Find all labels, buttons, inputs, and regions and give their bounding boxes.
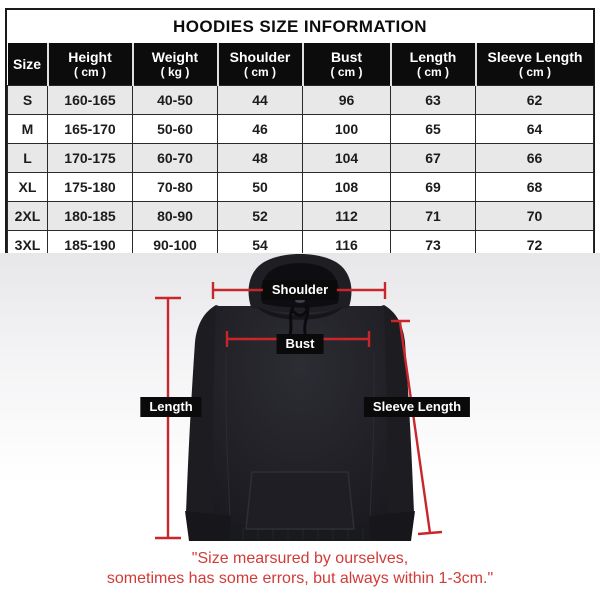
- value-cell: 96: [303, 85, 391, 114]
- size-table-grid: [7, 43, 594, 260]
- shoulder-label: Shoulder: [263, 280, 337, 300]
- value-cell: 54: [218, 230, 303, 259]
- value-cell: 46: [218, 114, 303, 143]
- value-cell: 116: [303, 230, 391, 259]
- value-cell: 60-70: [133, 143, 218, 172]
- size-cell: L: [8, 143, 48, 172]
- value-cell: 70: [476, 201, 594, 230]
- header-row: [8, 43, 594, 85]
- sleeve-length-label: Sleeve Length: [364, 397, 470, 417]
- column-unit: ( cm ): [416, 65, 449, 80]
- value-cell: 70-80: [133, 172, 218, 201]
- column-header-shoulder: [218, 43, 303, 85]
- size-cell: XL: [8, 172, 48, 201]
- value-cell: 69: [391, 172, 476, 201]
- value-cell: 52: [218, 201, 303, 230]
- column-header-size: [8, 43, 48, 85]
- table-title: HOODIES SIZE INFORMATION: [7, 10, 593, 43]
- value-cell: 63: [391, 85, 476, 114]
- value-cell: 165-170: [48, 114, 133, 143]
- value-cell: 170-175: [48, 143, 133, 172]
- column-unit: ( cm ): [518, 65, 551, 80]
- value-cell: 68: [476, 172, 594, 201]
- value-cell: 44: [218, 85, 303, 114]
- size-note: [0, 549, 600, 589]
- value-cell: 80-90: [133, 201, 218, 230]
- value-cell: 64: [476, 114, 594, 143]
- value-cell: 185-190: [48, 230, 133, 259]
- column-label: Bust: [330, 49, 363, 65]
- column-label: Length: [409, 49, 457, 65]
- size-cell: M: [8, 114, 48, 143]
- value-cell: 50: [218, 172, 303, 201]
- value-cell: 160-165: [48, 85, 133, 114]
- table-row: [8, 114, 594, 143]
- value-cell: 71: [391, 201, 476, 230]
- value-cell: 108: [303, 172, 391, 201]
- value-cell: 50-60: [133, 114, 218, 143]
- size-cell: 3XL: [8, 230, 48, 259]
- table-row: [8, 143, 594, 172]
- value-cell: 180-185: [48, 201, 133, 230]
- length-label: Length: [140, 397, 201, 417]
- value-cell: 112: [303, 201, 391, 230]
- column-label: Size: [12, 55, 41, 72]
- size-note-line2: sometimes has some errors, but always within 1-3cm.": [106, 570, 494, 587]
- column-unit: ( kg ): [160, 65, 190, 80]
- length-measure-line: [155, 298, 181, 538]
- value-cell: 40-50: [133, 85, 218, 114]
- column-header-length: [391, 43, 476, 85]
- table-row: [8, 172, 594, 201]
- value-cell: 104: [303, 143, 391, 172]
- column-header-bust: [303, 43, 391, 85]
- size-cell: S: [8, 85, 48, 114]
- column-label: Sleeve Length: [487, 49, 583, 65]
- value-cell: 73: [391, 230, 476, 259]
- value-cell: 62: [476, 85, 594, 114]
- value-cell: 90-100: [133, 230, 218, 259]
- column-label: Height: [68, 49, 112, 65]
- hoodie-pocket: [246, 472, 354, 529]
- column-label: Weight: [151, 49, 199, 65]
- table-row: [8, 201, 594, 230]
- value-cell: 72: [476, 230, 594, 259]
- column-unit: ( cm ): [73, 65, 106, 80]
- column-label: Shoulder: [229, 49, 291, 65]
- column-header-weight: [133, 43, 218, 85]
- size-cell: 2XL: [8, 201, 48, 230]
- value-cell: 66: [476, 143, 594, 172]
- bust-label: Bust: [277, 334, 324, 354]
- hoodie-cuff-left: [185, 511, 231, 541]
- column-unit: ( cm ): [330, 65, 363, 80]
- value-cell: 67: [391, 143, 476, 172]
- column-unit: ( cm ): [243, 65, 276, 80]
- size-table-body: [8, 85, 594, 259]
- column-header-height: [48, 43, 133, 85]
- size-table: [5, 8, 595, 262]
- size-note-line1: "Size mearsured by ourselves,: [191, 550, 409, 567]
- value-cell: 65: [391, 114, 476, 143]
- value-cell: 48: [218, 143, 303, 172]
- value-cell: 100: [303, 114, 391, 143]
- table-row: [8, 85, 594, 114]
- column-header-sleeve-length: [476, 43, 594, 85]
- hoodie-cuff-right: [369, 511, 415, 541]
- value-cell: 175-180: [48, 172, 133, 201]
